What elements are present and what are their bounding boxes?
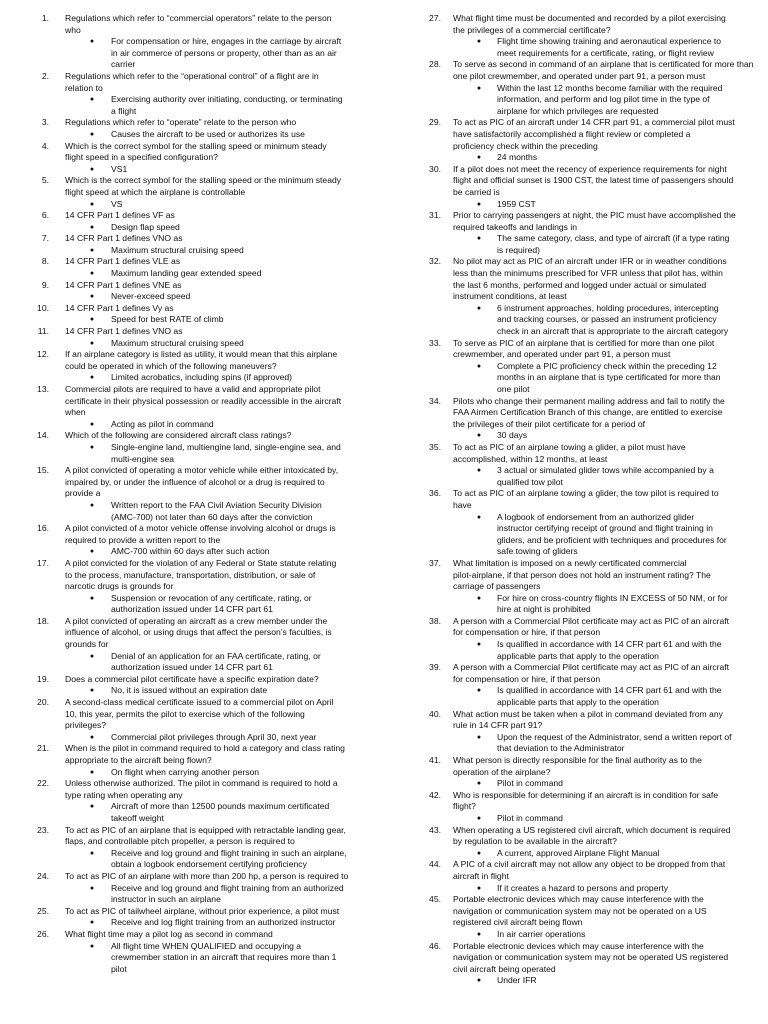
- question-text: Portable electronic devices which may cause interference with the navigation or communication system may not be operated on a US registered civil aircraft being flown: [453, 894, 707, 928]
- bullet-icon: ●: [89, 652, 95, 660]
- question-item: [419, 859, 755, 882]
- bullet-icon: ●: [89, 501, 95, 509]
- question-text: If a pilot does not meet the recency of experience requirements for night flight and official sunset is 1900 CST, the latest time of passengers should be carried is: [453, 163, 734, 197]
- bullet-icon: ●: [89, 38, 95, 46]
- question-text: A pilot convicted of operating an aircraft as a crew member under the influence of alcohol, or using drugs that affect the person’s faculties, is grounds for: [65, 615, 332, 650]
- answer-item: [419, 929, 755, 941]
- answer-item: [419, 465, 755, 488]
- answer-text: The same category, class, and type of aircraft (if a type rating is required): [497, 233, 730, 255]
- answer-item: [31, 917, 363, 929]
- question-number: 20.: [37, 697, 49, 708]
- answer-item: [419, 732, 755, 755]
- question-item: [31, 71, 363, 94]
- question-number: 28.: [429, 59, 441, 70]
- question-text: What flight time may a pilot log as second in command: [65, 928, 273, 939]
- bullet-icon: ●: [476, 467, 482, 475]
- answer-text: Is qualified in accordance with 14 CFR part 61 and with the applicable parts that apply to the operation: [497, 639, 722, 661]
- question-number: 11.: [37, 326, 49, 337]
- bullet-icon: ●: [476, 641, 482, 649]
- question-item: [419, 755, 755, 778]
- answer-text: 3 actual or simulated glider tows while accompanied by a qualified tow pilot: [497, 465, 714, 487]
- question-item: [31, 384, 363, 419]
- question-number: 22.: [37, 778, 49, 789]
- question-number: 27.: [429, 13, 441, 23]
- question-text: Regulations which refer to “operate” relate to the person who: [65, 117, 297, 128]
- answer-text: Written report to the FAA Civil Aviation Security Division (AMC-700) not later than 60 days after the conviction: [111, 499, 322, 522]
- bullet-icon: ●: [476, 687, 482, 695]
- question-number: 32.: [429, 256, 441, 267]
- question-item: [419, 790, 755, 813]
- question-number: 36.: [429, 488, 441, 499]
- question-text: What limitation is imposed on a newly certificated commercial pilot-airplane, if that person does not hold an instrument rating? The carriage of passengers: [453, 557, 711, 592]
- bullet-icon: ●: [89, 339, 95, 347]
- answer-item: [31, 419, 363, 431]
- bullet-icon: ●: [476, 594, 482, 602]
- question-item: [31, 465, 363, 500]
- question-number: 29.: [429, 117, 441, 128]
- question-number: 4.: [41, 140, 49, 151]
- question-item: [31, 697, 363, 732]
- question-item: [419, 558, 755, 593]
- answer-text: Upon the request of the Administrator, send a written report of that deviation to the Administrator: [497, 731, 732, 754]
- answer-item: [31, 36, 363, 71]
- question-number: 10.: [37, 302, 49, 313]
- question-number: 18.: [37, 615, 49, 626]
- question-item: [31, 674, 363, 686]
- answer-text: Maximum landing gear extended speed: [111, 268, 262, 279]
- bullet-icon: ●: [476, 849, 482, 857]
- question-text: Which is the correct symbol for the stalling speed or minimum steady flight speed in a specified configuration?: [65, 140, 327, 163]
- question-number: 19.: [37, 673, 49, 684]
- question-number: 14.: [37, 430, 49, 441]
- answer-item: [419, 685, 755, 708]
- bullet-icon: ●: [89, 803, 95, 811]
- bullet-icon: ●: [476, 432, 482, 440]
- question-number: 6.: [41, 210, 49, 221]
- right-column: [419, 13, 755, 987]
- question-text: To act as PIC of an airplane with more than 200 hp, a person is required to: [65, 870, 349, 881]
- question-item: [31, 141, 363, 164]
- question-item: [419, 442, 755, 465]
- question-number: 35.: [429, 441, 441, 452]
- answer-text: Pilot in command: [497, 778, 563, 789]
- question-text: A person with a Commercial Pilot certificate may act as PIC of an aircraft for compensation or hire, if that person: [453, 662, 730, 684]
- question-item: [419, 941, 755, 976]
- question-text: A pilot convicted for the violation of any Federal or State statute relating to the process, manufacture, transportation, distribution, or sale of narcotic drugs is grounds for: [65, 557, 337, 592]
- bullet-icon: ●: [89, 293, 95, 301]
- answer-item: [419, 83, 755, 118]
- question-item: [419, 488, 755, 511]
- answer-text: If it creates a hazard to persons and property: [497, 882, 669, 893]
- answer-text: Exercising authority over initiating, conducting, or terminating a flight: [111, 94, 343, 116]
- question-text: 14 CFR Part 1 defines VNO as: [65, 326, 183, 337]
- question-text: When is the pilot in command required to hold a category and class rating appropriate to the aircraft being flown?: [65, 743, 345, 765]
- bullet-icon: ●: [89, 223, 95, 231]
- question-text: To serve as second in command of an airplane that is certificated for more than one pilot crewmember, and operated under part 91, a person must: [453, 59, 754, 81]
- question-number: 44.: [429, 859, 441, 870]
- answer-item: [31, 222, 363, 234]
- bullet-icon: ●: [476, 780, 482, 788]
- answer-item: [31, 732, 363, 744]
- question-text: A PIC of a civil aircraft may not allow any object to be dropped from that aircraft in flight: [453, 859, 726, 881]
- bullet-icon: ●: [89, 768, 95, 776]
- question-number: 3.: [41, 117, 49, 128]
- answer-item: [31, 883, 363, 906]
- answer-text: Complete a PIC proficiency check within the preceding 12 months in an airplane that is type certificated for more than one pilot: [497, 360, 721, 394]
- question-text: To act as PIC of an aircraft under 14 CFR part 91, a commercial pilot must have satisfactorily accomplished a flight review or completed a proficiency check within the preceding: [453, 117, 735, 151]
- answer-text: Speed for best RATE of climb: [111, 314, 224, 325]
- answer-item: [419, 512, 755, 558]
- question-text: Regulations which refer to the “operational control” of a flight are in relation to: [65, 70, 319, 93]
- question-text: Commercial pilots are required to have a valid and appropriate pilot certificate in their physical possession or readily accessible in the aircraft when: [65, 384, 342, 418]
- answer-item: [31, 129, 363, 141]
- question-number: 33.: [429, 337, 441, 348]
- bullet-icon: ●: [476, 930, 482, 938]
- question-number: 9.: [41, 279, 49, 290]
- bullet-icon: ●: [89, 548, 95, 556]
- answer-item: [419, 430, 755, 442]
- answer-item: [31, 685, 363, 697]
- answer-item: [31, 941, 363, 976]
- question-text: To act as PIC of an airplane that is equipped with retractable landing gear, flaps, and controllable pitch propeller, a person is required to: [65, 824, 346, 847]
- answer-item: [31, 199, 363, 211]
- answer-text: Is qualified in accordance with 14 CFR part 61 and with the applicable parts that apply to the operation: [497, 685, 722, 708]
- answer-text: No, it is issued without an expiration date: [111, 685, 268, 696]
- question-text: A pilot convicted of a motor vehicle offense involving alcohol or drugs is required to provide a written report to the: [65, 523, 336, 545]
- bullet-icon: ●: [89, 733, 95, 741]
- answer-text: Acting as pilot in command: [111, 418, 214, 429]
- question-number: 41.: [429, 755, 441, 765]
- question-number: 24.: [37, 870, 49, 881]
- answer-item: [419, 883, 755, 895]
- question-number: 38.: [429, 615, 441, 626]
- question-number: 5.: [41, 175, 49, 186]
- question-item: [31, 210, 363, 222]
- bullet-icon: ●: [476, 154, 482, 162]
- answer-item: [31, 546, 363, 558]
- answer-item: [31, 593, 363, 616]
- question-number: 17.: [37, 557, 49, 568]
- bullet-icon: ●: [476, 200, 482, 208]
- answer-text: A current, approved Airplane Flight Manual: [497, 847, 660, 858]
- answer-item: [31, 94, 363, 117]
- answer-item: [31, 338, 363, 350]
- question-number: 7.: [41, 233, 49, 244]
- bullet-icon: ●: [476, 884, 482, 892]
- answer-item: [419, 303, 755, 338]
- answer-text: Within the last 12 months become familiar with the required information, and perform and log pilot time in the type of airplane for which privileges are requested: [497, 82, 723, 116]
- question-number: 46.: [429, 940, 441, 951]
- question-text: 14 CFR Part 1 defines VF as: [65, 210, 175, 221]
- question-item: [31, 430, 363, 442]
- question-item: [419, 894, 755, 929]
- left-column: [31, 13, 363, 975]
- question-item: [419, 396, 755, 431]
- question-item: [31, 906, 363, 918]
- question-text: A second-class medical certificate issued to a commercial pilot on April 10, this year, permits the pilot to exercise which of the following privileges?: [65, 697, 334, 731]
- answer-text: 1959 CST: [497, 198, 536, 209]
- question-text: No pilot may act as PIC of an aircraft under IFR or in weather conditions less than the minimums prescribed for VFR unless that pilot has, within the last 6 months, performed and logged under actual or simulated instrument conditions, at least: [453, 256, 727, 302]
- question-item: [31, 616, 363, 651]
- question-number: 26.: [37, 928, 49, 939]
- answer-item: [419, 36, 755, 59]
- question-text: To serve as PIC of an airplane that is certified for more than one pilot crewmember, and operated under part 91, a person must: [453, 337, 715, 360]
- bullet-icon: ●: [89, 443, 95, 451]
- question-item: [31, 778, 363, 801]
- answer-text: Causes the aircraft to be used or authorizes its use: [111, 128, 305, 139]
- bullet-icon: ●: [476, 733, 482, 741]
- bullet-icon: ●: [476, 38, 482, 46]
- question-number: 16.: [37, 523, 49, 534]
- answer-item: [31, 801, 363, 824]
- question-item: [31, 117, 363, 129]
- answer-item: [419, 813, 755, 825]
- question-text: Prior to carrying passengers at night, the PIC must have accomplished the required takeoffs and landings in: [453, 210, 736, 232]
- bullet-icon: ●: [89, 270, 95, 278]
- answer-item: [31, 268, 363, 280]
- bullet-icon: ●: [89, 130, 95, 138]
- question-item: [419, 338, 755, 361]
- question-number: 15.: [37, 465, 49, 476]
- question-number: 31.: [429, 210, 441, 221]
- question-text: 14 CFR Part 1 defines VNE as: [65, 279, 182, 290]
- question-item: [31, 280, 363, 292]
- question-text: 14 CFR Part 1 defines VNO as: [65, 233, 183, 244]
- answer-text: Flight time showing training and aeronautical experience to meet requirements for a certificate, rating, or flight review: [497, 36, 722, 58]
- question-text: If an airplane category is listed as utility, it would mean that this airplane could be operated in which of the following maneuvers?: [65, 349, 338, 371]
- answer-text: Pilot in command: [497, 812, 563, 823]
- question-text: 14 CFR Part 1 defines Vy as: [65, 302, 174, 313]
- answer-item: [31, 500, 363, 523]
- question-item: [419, 164, 755, 199]
- question-number: 37.: [429, 557, 441, 568]
- bullet-icon: ●: [89, 420, 95, 428]
- answer-text: Limited acrobatics, including spins (if approved): [111, 372, 293, 383]
- question-item: [31, 326, 363, 338]
- question-text: To act as PIC of an airplane towing a glider, the tow pilot is required to have: [453, 488, 719, 510]
- question-text: Regulations which refer to “commercial operators” relate to the person who: [65, 13, 332, 35]
- question-item: [31, 743, 363, 766]
- question-text: Unless otherwise authorized. The pilot in command is required to hold a type rating when operating any: [65, 778, 338, 800]
- question-number: 40.: [429, 708, 441, 719]
- answer-text: Receive and log ground and flight training in such an airplane, obtain a logbook endorsement certifying proficiency: [111, 847, 347, 870]
- bullet-icon: ●: [89, 942, 95, 950]
- answer-item: [31, 164, 363, 176]
- question-number: 1.: [41, 13, 49, 23]
- answer-text: 30 days: [497, 430, 528, 441]
- answer-text: Receive and log ground and flight training from an authorized instructor in such an airplane: [111, 882, 344, 905]
- answer-text: Design flap speed: [111, 221, 180, 232]
- answer-text: On flight when carrying another person: [111, 766, 260, 777]
- answer-item: [31, 767, 363, 779]
- bullet-icon: ●: [476, 513, 482, 521]
- question-item: [419, 13, 755, 36]
- question-number: 42.: [429, 789, 441, 800]
- answer-item: [419, 361, 755, 396]
- question-text: Who is responsible for determining if an aircraft is in condition for safe flight?: [453, 789, 719, 812]
- answer-text: A logbook of endorsement from an authorized glider instructor certifying receipt of ground and flight training in gliders, and be proficient with techniques and procedures for safe towing of gliders: [497, 511, 727, 557]
- question-item: [31, 558, 363, 593]
- answer-text: Aircraft of more than 12500 pounds maximum certificated takeoff weight: [111, 801, 330, 823]
- answer-item: [31, 372, 363, 384]
- bullet-icon: ●: [476, 362, 482, 370]
- question-number: 30.: [429, 163, 441, 174]
- question-text: A pilot convicted of operating a motor vehicle while either intoxicated by, impaired by, or under the influence of alcohol or a drug is required to provide a: [65, 465, 339, 499]
- question-item: [419, 117, 755, 152]
- answer-item: [31, 651, 363, 674]
- bullet-icon: ●: [89, 316, 95, 324]
- question-item: [31, 233, 363, 245]
- answer-text: Receive and log flight training from an authorized instructor: [111, 917, 336, 928]
- answer-item: [31, 314, 363, 326]
- answer-text: Single-engine land, multiengine land, single-engine sea, and multi-engine sea: [111, 441, 341, 464]
- bullet-icon: ●: [89, 849, 95, 857]
- answer-text: In air carrier operations: [497, 928, 586, 939]
- question-item: [31, 523, 363, 546]
- answer-text: VS: [111, 198, 123, 209]
- bullet-icon: ●: [89, 200, 95, 208]
- question-number: 43.: [429, 824, 441, 835]
- answer-item: [31, 442, 363, 465]
- answer-text: 24 months: [497, 152, 538, 163]
- question-item: [31, 871, 363, 883]
- answer-text: All flight time WHEN QUALIFIED and occupying a crewmember station in an aircraft that requires more than 1 pilot: [111, 940, 337, 974]
- question-number: 34.: [429, 395, 441, 406]
- answer-text: Maximum structural cruising speed: [111, 337, 244, 348]
- answer-item: [419, 152, 755, 164]
- question-item: [31, 175, 363, 198]
- question-text: What flight time must be documented and recorded by a pilot exercising the privileges of a commercial certificate?: [453, 13, 726, 35]
- question-item: [31, 929, 363, 941]
- question-item: [31, 303, 363, 315]
- answer-text: For hire on cross-country flights IN EXCESS of 50 NM, or for hire at night is prohibited: [497, 592, 728, 615]
- question-text: A person with a Commercial Pilot certificate may act as PIC of an aircraft for compensation or hire, if that person: [453, 615, 730, 638]
- question-text: When operating a US registered civil aircraft, which document is required by regulation to be available in the aircraft?: [453, 824, 731, 847]
- question-item: [419, 59, 755, 82]
- answer-item: [31, 848, 363, 871]
- question-text: Does a commercial pilot certificate have a specific expiration date?: [65, 673, 319, 684]
- question-text: Pilots who change their permanent mailing address and fail to notify the FAA Airmen Certification Branch of this change, are entitled to exercise the privileges of their pilot certificate for a period of: [453, 395, 725, 429]
- question-number: 39.: [429, 662, 441, 673]
- question-item: [419, 662, 755, 685]
- bullet-icon: ●: [89, 374, 95, 382]
- bullet-icon: ●: [476, 84, 482, 92]
- answer-item: [419, 593, 755, 616]
- question-text: Which of the following are considered aircraft class ratings?: [65, 430, 292, 441]
- answer-item: [419, 778, 755, 790]
- answer-item: [419, 975, 755, 987]
- answer-text: Never-exceed speed: [111, 291, 191, 302]
- question-number: 8.: [41, 256, 49, 267]
- question-item: [419, 825, 755, 848]
- bullet-icon: ●: [476, 235, 482, 243]
- question-text: What person is directly responsible for the final authority as to the operation of the airplane?: [453, 755, 702, 777]
- question-text: Portable electronic devices which may cause interference with the navigation or communication system may not be operated US registered civil aircraft being operated: [453, 940, 729, 974]
- answer-item: [419, 639, 755, 662]
- answer-text: For compensation or hire, engages in the carriage by aircraft in air commerce of persons or property, other than as an air carrier: [111, 36, 342, 70]
- question-item: [419, 616, 755, 639]
- answer-text: Under IFR: [497, 975, 537, 986]
- question-number: 12.: [37, 349, 49, 360]
- answer-text: 6 instrument approaches, holding procedures, intercepting and tracking courses, or passed an instrument proficiency check in an aircraft that is appropriate to the aircraft category: [497, 302, 729, 337]
- answer-text: Commercial pilot privileges through April 30, next year: [111, 731, 317, 742]
- question-item: [31, 256, 363, 268]
- question-item: [31, 13, 363, 36]
- question-item: [419, 210, 755, 233]
- question-item: [31, 349, 363, 372]
- question-text: 14 CFR Part 1 defines VLE as: [65, 256, 181, 267]
- question-text: What action must be taken when a pilot in command deviated from any rule in 14 CFR part 91?: [453, 708, 723, 731]
- answer-item: [419, 233, 755, 256]
- answer-item: [31, 245, 363, 257]
- question-number: 21.: [37, 743, 49, 754]
- question-number: 45.: [429, 894, 441, 905]
- answer-text: VS1: [111, 163, 128, 174]
- question-number: 25.: [37, 905, 49, 916]
- bullet-icon: ●: [89, 919, 95, 927]
- bullet-icon: ●: [89, 96, 95, 104]
- question-item: [31, 825, 363, 848]
- question-number: 23.: [37, 824, 49, 835]
- bullet-icon: ●: [476, 814, 482, 822]
- bullet-icon: ●: [89, 246, 95, 254]
- answer-text: AMC-700 within 60 days after such action: [111, 546, 270, 557]
- question-text: To act as PIC of tailwheel airplane, without prior experience, a pilot must: [65, 905, 340, 916]
- bullet-icon: ●: [89, 884, 95, 892]
- answer-text: Denial of an application for an FAA certificate, rating, or authorization issued under 14 CFR part 61: [111, 650, 321, 673]
- answer-item: [419, 848, 755, 860]
- question-text: Which is the correct symbol for the stalling speed or the minimum steady flight speed at which the airplane is controllable: [65, 175, 342, 197]
- bullet-icon: ●: [89, 594, 95, 602]
- question-number: 2.: [41, 70, 49, 81]
- answer-text: Suspension or revocation of any certificate, rating, or authorization issued under 14 CFR part 61: [111, 592, 312, 615]
- bullet-icon: ●: [89, 165, 95, 173]
- bullet-icon: ●: [89, 687, 95, 695]
- bullet-icon: ●: [476, 977, 482, 985]
- question-number: 13.: [37, 384, 49, 394]
- question-item: [419, 709, 755, 732]
- answer-item: [31, 291, 363, 303]
- bullet-icon: ●: [476, 304, 482, 312]
- question-item: [419, 256, 755, 302]
- question-text: To act as PIC of an airplane towing a glider, a pilot must have accomplished, within 12 months, at least: [453, 441, 686, 464]
- answer-item: [419, 199, 755, 211]
- answer-text: Maximum structural cruising speed: [111, 244, 244, 255]
